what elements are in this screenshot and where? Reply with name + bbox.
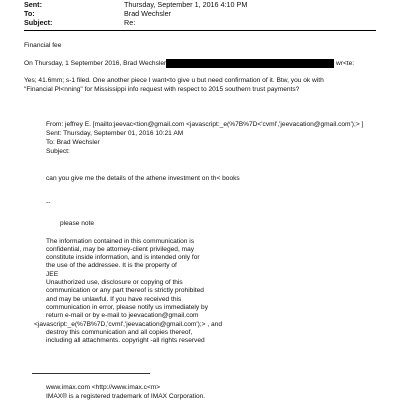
- footer-separator: [32, 373, 150, 374]
- reply-line-1: Yes; 41.6mm; s-1 filed. One another piece I want<to give u but need confirmation of it. Btw, you ok with: [24, 77, 324, 84]
- quoted-to: To: Brad Wechsler: [46, 139, 100, 146]
- quoted-subject: Subject:: [46, 148, 70, 155]
- disclaimer-line: <javascript:_e(%7B%7D,'cvml','jeevacation@gmail.com');> , and: [34, 321, 223, 328]
- sent-label: Sent:: [24, 0, 42, 9]
- disclaimer-line: JEE: [46, 271, 59, 278]
- disclaimer-line: and may be unlawful. If you have received this: [46, 296, 182, 303]
- disclaimer-line: The information contained in this communication is: [46, 238, 195, 245]
- financial-fee-line: Financial fee: [24, 42, 62, 49]
- to-value: Brad Wechsler: [124, 9, 172, 18]
- to-label: To:: [24, 9, 35, 18]
- disclaimer-line: constitute inside information, and is intended only for: [46, 254, 200, 261]
- disclaimer-line: communication in error, please notify us immediately by: [46, 304, 208, 311]
- disclaimer-line: confidential, may be attorney-client privileged, may: [46, 246, 195, 253]
- redaction-bar: [166, 59, 334, 68]
- disclaimer-line: the use of the addressee. It is the property of: [46, 262, 177, 269]
- disclaimer-line: destroy this communication and all copies thereof,: [46, 329, 193, 336]
- disclaimer-line: return e-mail or by e-mail to jeevacation@gmail.com: [46, 312, 199, 319]
- wrote-suffix: wr<te:: [336, 60, 355, 67]
- please-note: please note: [60, 220, 95, 227]
- quoted-from: From: jeffrey E. [mailto:jeevac<tion@gmail.com <javascript:_e(%7B%7D<'cvml','jeevacation@gmail.com');> ]: [46, 121, 364, 128]
- disclaimer-line: including all attachments. copyright -all rights reserved: [46, 337, 205, 344]
- signature-dash: --: [46, 199, 51, 206]
- header-divider: [24, 30, 376, 31]
- quoted-sent: Sent: Thursday, September 01, 2016 10:21 AM: [46, 130, 184, 137]
- disclaimer-line: Unauthorized use, disclosure or copying of this: [46, 279, 183, 286]
- wrote-prefix: On Thursday, 1 September 2016, Brad Wechsler: [24, 60, 167, 67]
- reply-line-2: "Financial Pl<nning" for Mississippi info request with respect to 2015 southern trust payments?: [24, 86, 300, 93]
- subject-value: Re:: [124, 18, 136, 27]
- subject-label: Subject:: [24, 18, 53, 27]
- footer-link[interactable]: www.imax.com <http://www.imax.c<m>: [46, 384, 161, 391]
- footer-trademark: IMAX® is a registered trademark of IMAX Corporation.: [46, 393, 206, 400]
- quoted-message: can you give me the details of the athene investment on th< books: [46, 175, 240, 182]
- sent-value: Thursday, September 1, 2016 4:10 PM: [124, 0, 248, 9]
- disclaimer-line: communication or any part thereof is strictly prohibited: [46, 287, 204, 294]
